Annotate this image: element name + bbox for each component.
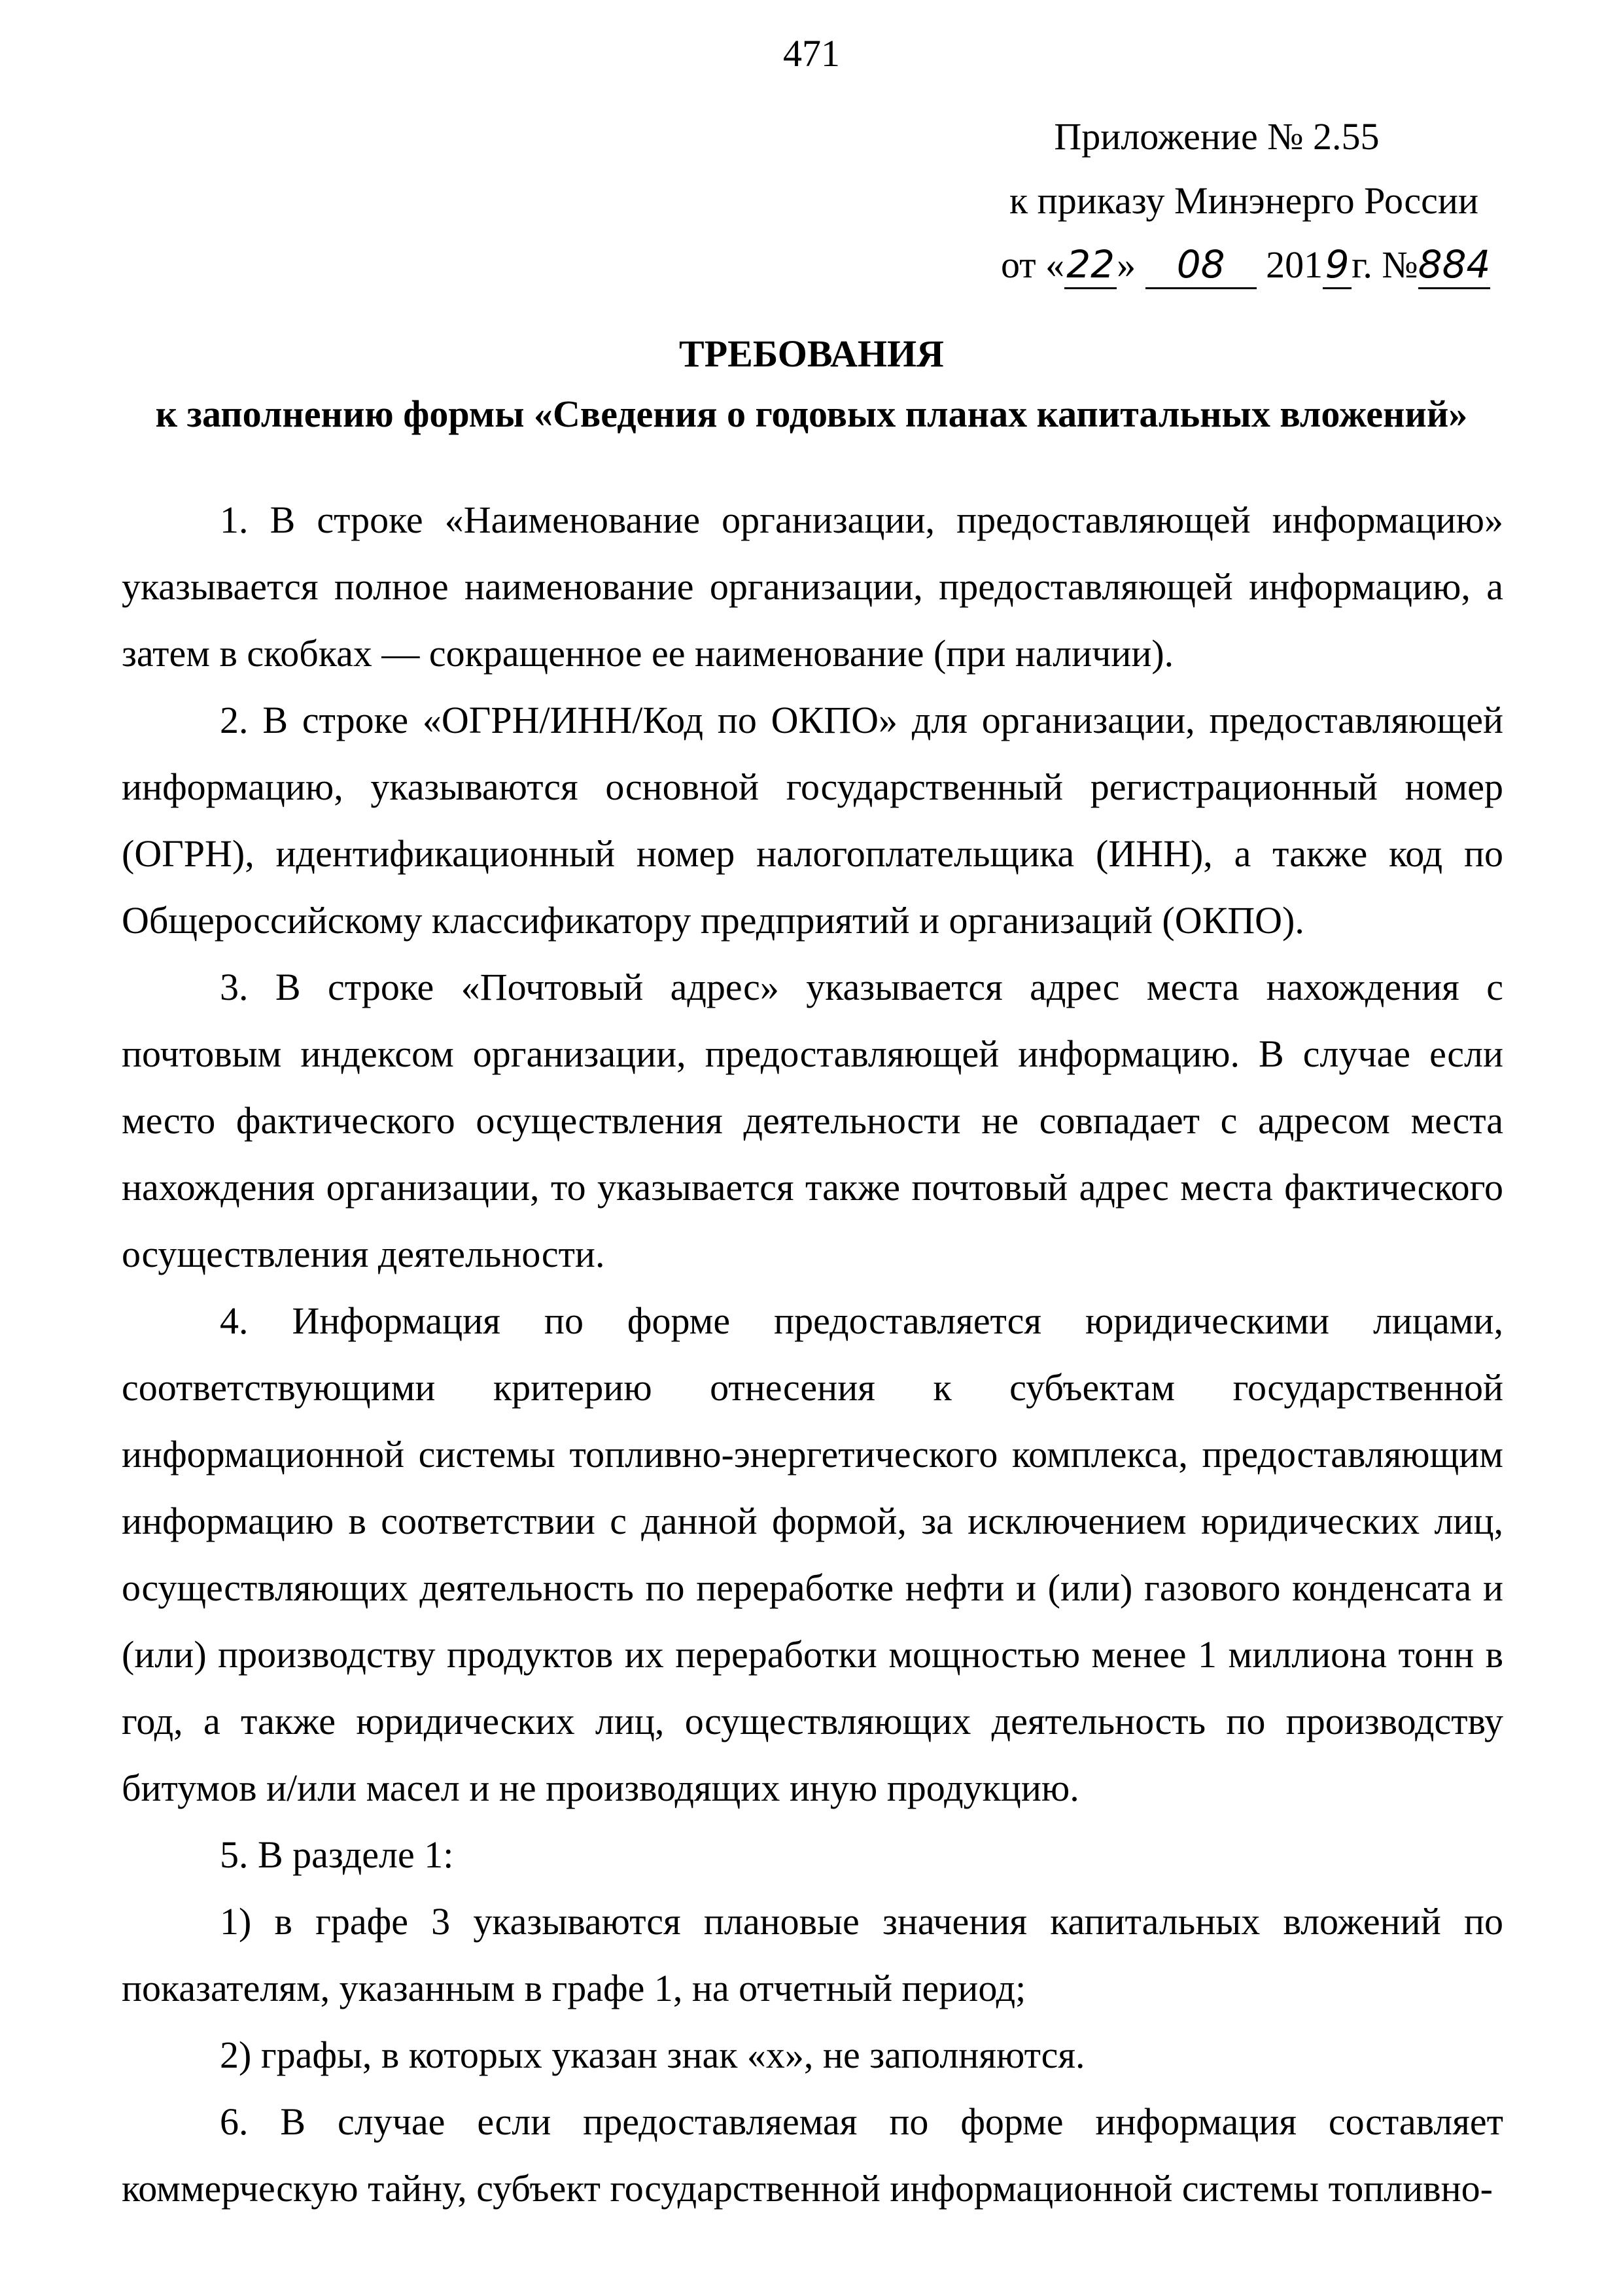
appendix-line: Приложение № 2.55 bbox=[1054, 115, 1380, 158]
document-body bbox=[122, 487, 1503, 2222]
paragraph: 1) в графе 3 указываются плановые значения капитальных вложений по показателям, указанным в графе 1, на отчетный период; bbox=[122, 1900, 1503, 2009]
from-label: от « bbox=[1001, 243, 1065, 286]
paragraph: 1. В строке «Наименование организации, предоставляющей информацию» указывается полное наименование организации, предоставляющей информацию, а затем в скобках — сокращенное ее наименование (при наличии). bbox=[122, 499, 1503, 675]
appendix-order-date-number bbox=[916, 233, 1518, 297]
handwritten-year-digit: 9 bbox=[1323, 241, 1352, 289]
paragraph: 2) графы, в которых указан знак «х», не заполняются. bbox=[220, 2034, 1085, 2076]
handwritten-month: 08 bbox=[1145, 241, 1257, 289]
year-prefix: 201 bbox=[1266, 243, 1323, 286]
year-suffix: г. № bbox=[1352, 243, 1418, 286]
paragraph: 5. В разделе 1: bbox=[220, 1833, 454, 1876]
handwritten-order-number: 884 bbox=[1418, 241, 1490, 289]
paragraph: 6. В случае если предоставляемая по форме информация составляет коммерческую тайну, субъект государственной информационной системы топливно- bbox=[122, 2100, 1503, 2210]
appendix-order-reference: к приказу Минэнерго России bbox=[1009, 179, 1478, 222]
appendix-header bbox=[916, 105, 1518, 297]
handwritten-day: 22 bbox=[1064, 241, 1117, 289]
title-heading: ТРЕБОВАНИЯ bbox=[679, 332, 944, 375]
title-subheading: к заполнению формы «Сведения о годовых планах капитальных вложений» bbox=[155, 393, 1468, 435]
page-number: 471 bbox=[783, 32, 840, 75]
paragraph: 4. Информация по форме предоставляется юридическими лицами, соответствующими критерию отнесения к субъектам государственной информационной системы топливно-энергетического комплекса, предоставляющим информацию в соответствии с данной формой, за исключением юридических лиц, осуществляющих деятельность по переработке нефти и (или) газового конденсата и (или) производству продуктов их переработки мощностью менее 1 миллиона тонн в год, а также юридических лиц, осуществляющих деятельность по производству битумов и/или масел и не производящих иную продукцию. bbox=[122, 1299, 1503, 1809]
quote-close: » bbox=[1117, 243, 1136, 286]
paragraph: 2. В строке «ОГРН/ИНН/Код по ОКПО» для организации, предоставляющей информацию, указываются основной государственный регистрационный номер (ОГРН), идентификационный номер налогоплательщика (ИНН), а также код по Общероссийскому классификатору предприятий и организаций (ОКПО). bbox=[122, 699, 1503, 942]
paragraph: 3. В строке «Почтовый адрес» указывается адрес места нахождения с почтовым индексом организации, предоставляющей информацию. В случае если место фактического осуществления деятельности не совпадает с адресом места нахождения организации, то указывается также почтовый адрес места фактического осуществления деятельности. bbox=[122, 966, 1503, 1275]
document-title bbox=[0, 324, 1623, 444]
